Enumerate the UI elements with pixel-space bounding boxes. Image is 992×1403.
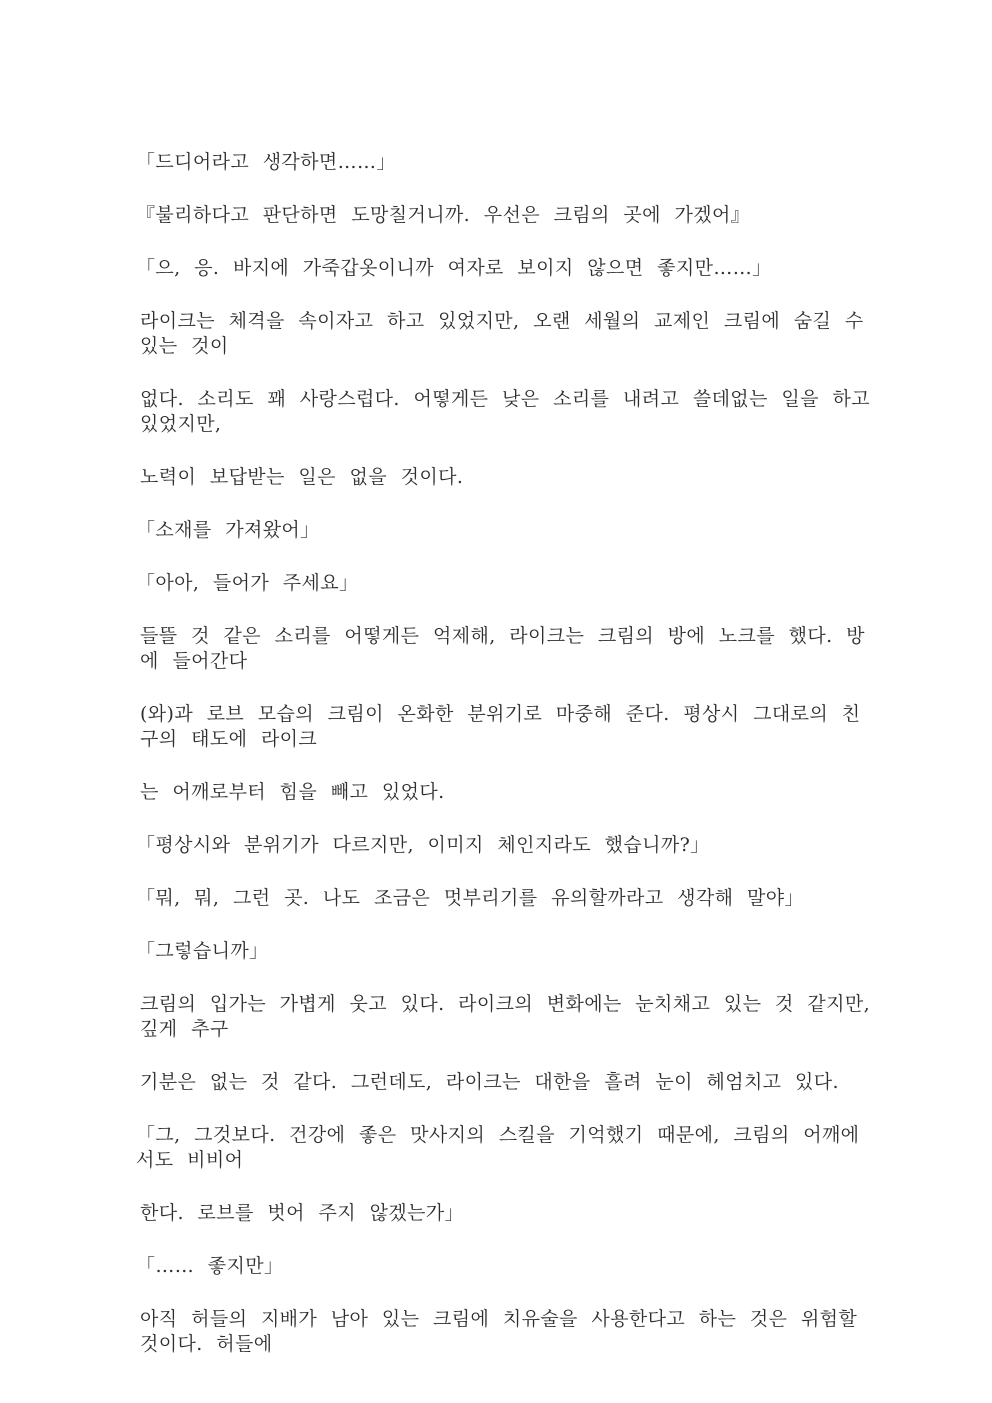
text-line: 「평상시와 분위기가 다르지만, 이미지 체인지라도 했습니까?」 (136, 834, 710, 856)
text-line: 「뭐, 뭐, 그런 곳. 나도 조금은 멋부리기를 유의할까라고 생각해 말야」 (136, 887, 804, 909)
text-line: 기분은 없는 것 같다. 그런데도, 라이크는 대한을 흘려 눈이 헤엄치고 있다. (140, 1071, 839, 1093)
text-line: 『불리하다고 판단하면 도망칠거니까. 우선은 크림의 곳에 가겠어』 (136, 204, 751, 226)
text-block (136, 150, 872, 1385)
text-line: 는 어깨로부터 힘을 빼고 있었다. (140, 781, 445, 803)
text-line: 크림의 입가는 가볍게 웃고 있다. 라이크의 변화에는 눈치채고 있는 것 같지만, 깊게 추구 (140, 993, 870, 1040)
text-line: 「아아, 들어가 주세요」 (136, 572, 359, 594)
text-line: 「드디어라고 생각하면……」 (136, 151, 396, 173)
text-line: 없다. 소리도 꽤 사랑스럽다. 어떻게든 낮은 소리를 내려고 쓸데없는 일을 하고 있었지만, (140, 388, 870, 435)
text-line: 노력이 보답받는 일은 없을 것이다. (140, 466, 464, 488)
text-line: 「으, 응. 바지에 가죽갑옷이니까 여자로 보이지 않으면 좋지만……」 (136, 257, 772, 279)
text-line: 「…… 좋지만」 (136, 1255, 284, 1277)
text-line: 「그, 그것보다. 건강에 좋은 맛사지의 스킬을 기억했기 때문에, 크림의 어깨에서도 비비어 (136, 1124, 860, 1171)
text-line: 「소재를 가져왔어」 (136, 519, 320, 541)
text-line: 아직 허들의 지배가 남아 있는 크림에 치유술을 사용한다고 하는 것은 위험할 것이다. 허들에 (140, 1308, 858, 1355)
text-line: 라이크는 체격을 속이자고 하고 있었지만, 오랜 세월의 교제인 크림에 숨길 수 있는 것이 (140, 310, 864, 357)
text-line: 들뜰 것 같은 소리를 어떻게든 억제해, 라이크는 크림의 방에 노크를 했다. 방에 들어간다 (140, 625, 865, 672)
text-line: (와)과 로브 모습의 크림이 온화한 분위기로 마중해 준다. 평상시 그대로의 친구의 태도에 라이크 (140, 703, 861, 750)
text-line: 한다. 로브를 벗어 주지 않겠는가」 (140, 1202, 464, 1224)
text-line: 「그렇습니까」 (136, 940, 269, 962)
